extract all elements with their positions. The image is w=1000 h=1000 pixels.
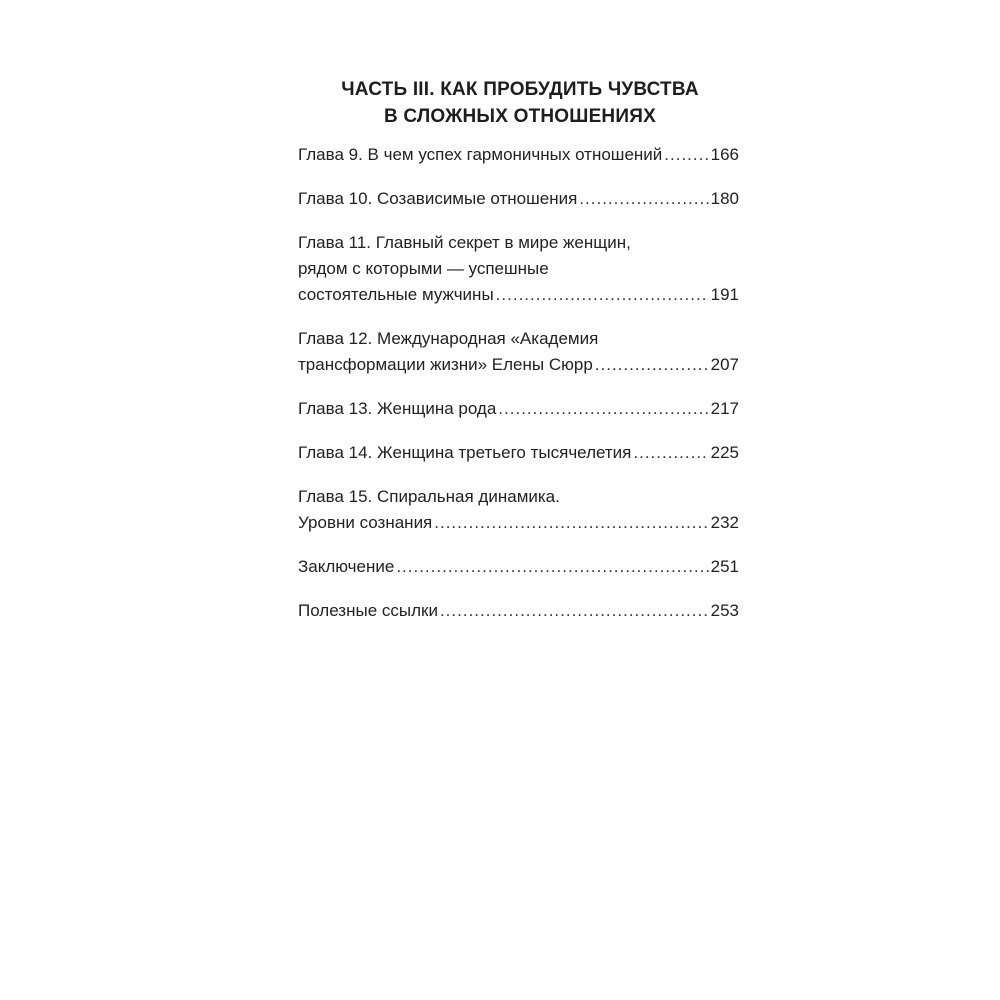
toc-page-number: 180 <box>710 189 739 208</box>
toc-entry-title-line: Глава 12. Международная «Академия <box>298 329 599 348</box>
toc-page-number: 191 <box>710 285 739 304</box>
dot-leader <box>664 142 708 168</box>
toc-entry-useful-links <box>298 598 739 624</box>
toc-page-number: 232 <box>710 513 739 532</box>
toc-entry-title: Заключение <box>298 557 395 576</box>
part-title-line-2: В СЛОЖНЫХ ОТНОШЕНИЯХ <box>384 106 656 127</box>
toc-page-number: 207 <box>710 355 739 374</box>
toc-page-number: 225 <box>710 443 739 462</box>
toc-entry-title-line: рядом с которыми — успешные <box>298 259 549 278</box>
toc-entry-conclusion <box>298 554 739 580</box>
toc-entry-chapter-12 <box>298 326 739 378</box>
toc-page-number: 217 <box>710 399 739 418</box>
dot-leader <box>498 396 708 422</box>
toc-entry-title-line: Глава 11. Главный секрет в мире женщин, <box>298 233 631 252</box>
toc-entry-title: Глава 13. Женщина рода <box>298 399 497 418</box>
toc-entry-chapter-11 <box>298 230 739 308</box>
toc-entry-title: состоятельные мужчины <box>298 285 494 304</box>
toc-entry-title: Полезные ссылки <box>298 601 438 620</box>
toc-page-number: 166 <box>710 145 739 164</box>
toc-entry-title-line: Глава 15. Спиральная динамика. <box>298 487 560 506</box>
dot-leader <box>496 282 709 308</box>
toc-page-number: 253 <box>710 601 739 620</box>
toc-entry-chapter-14 <box>298 440 739 466</box>
dot-leader <box>595 352 709 378</box>
toc-entry-title: Глава 9. В чем успех гармоничных отношений <box>298 145 663 164</box>
toc-page-number: 251 <box>710 557 739 576</box>
dot-leader <box>434 510 708 536</box>
toc-entry-title: трансформации жизни» Елены Сюрр <box>298 355 593 374</box>
dot-leader <box>396 554 708 580</box>
dot-leader <box>579 186 708 212</box>
toc-entry-chapter-13 <box>298 396 739 422</box>
toc-entry-title: Уровни сознания <box>298 513 433 532</box>
dot-leader <box>633 440 708 466</box>
dot-leader <box>440 598 709 624</box>
toc-entry-chapter-15 <box>298 484 739 536</box>
toc-entry-chapter-9 <box>298 142 739 168</box>
toc-entry-title: Глава 14. Женщина третьего тысячелетия <box>298 443 632 462</box>
toc-entry-title: Глава 10. Созависимые отношения <box>298 189 578 208</box>
table-of-contents <box>298 142 739 642</box>
part-title-line-1: ЧАСТЬ III. КАК ПРОБУДИТЬ ЧУВСТВА <box>341 79 699 100</box>
part-title <box>270 76 770 130</box>
toc-entry-chapter-10 <box>298 186 739 212</box>
